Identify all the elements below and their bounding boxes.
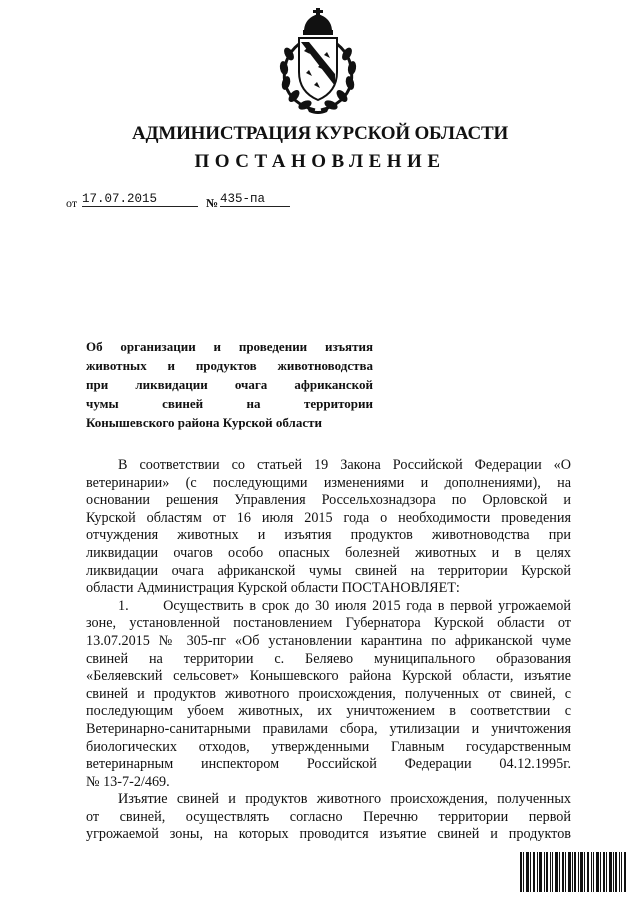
body-line: 1. Осуществить в срок до 30 июля 2015 года в первой угрожаемой <box>118 597 571 614</box>
subject-line: животных и продуктов животноводства <box>86 358 373 373</box>
body-line: свиней на территории с. Беляево муниципального образования <box>86 650 571 667</box>
document-meta <box>66 192 366 212</box>
body-line: последующим убоем животных, их уничтожением в соответствии с <box>86 703 571 720</box>
body-line: 13.07.2015 № 305-пг «Об установлении карантина по африканской чуме <box>86 632 571 649</box>
document-subject <box>86 337 373 432</box>
item-1-paragraph <box>86 598 571 792</box>
body-line: зоне, установленной постановлением Губернатора Курской области от <box>86 615 571 632</box>
body-line: ветеринарным инспектором Российской Федерации 04.12.1995г. <box>86 756 571 773</box>
coat-of-arms-emblem <box>277 8 359 114</box>
body-line: области Администрация Курской области ПОСТАНОВЛЯЕТ: <box>86 580 460 597</box>
body-line: основании решения Управления Россельхознадзора по Орловской и <box>86 492 571 509</box>
subject-line: при ликвидации очага африканской <box>86 377 373 392</box>
organization-name: АДМИНИСТРАЦИЯ КУРСКОЙ ОБЛАСТИ <box>131 123 509 144</box>
document-number: 435-па <box>220 192 290 207</box>
barcode <box>520 852 626 892</box>
body-line: В соответствии со статьей 19 Закона Российской Федерации «О <box>118 457 571 473</box>
subject-line: чумы свиней на территории <box>86 396 373 411</box>
body-line: ликвидации очага африканской чумы свиней на территории Курской <box>86 562 571 579</box>
document-date: 17.07.2015 <box>82 192 198 207</box>
body-line: от свиней, осуществлять согласно Перечню территории первой <box>86 808 571 825</box>
body-line: Курской областям от 16 июля 2015 года о необходимости проведения <box>86 509 571 526</box>
body-line: Ветеринарно-санитарными правилами сбора, утилизации и уничтожения <box>86 720 571 737</box>
body-line: угрожаемой зоны, на которых проводится изъятие свиней и продуктов <box>86 826 571 843</box>
preamble-paragraph <box>86 457 571 598</box>
document-type-title: ПОСТАНОВЛЕНИЕ <box>194 151 446 172</box>
number-label: № <box>206 196 219 210</box>
body-line: ликвидации очагов особо опасных болезней животных и в целях <box>86 544 571 561</box>
subject-line: Об организации и проведении изъятия <box>86 339 373 354</box>
body-line: свиней и продуктов животного происхождения, полученных от свиней, с <box>86 685 571 702</box>
subject-line: Конышевского района Курской области <box>86 415 322 430</box>
body-line: биологических отходов, утвержденными Главным государственным <box>86 738 571 755</box>
body-line: отчуждения животных и изъятия продуктов животноводства при <box>86 527 571 544</box>
body-line: «Беляевский сельсовет» Конышевского района Курской области, изъятие <box>86 668 571 685</box>
document-body <box>86 457 571 844</box>
body-line: № 13-7-2/469. <box>86 773 170 790</box>
date-label: от <box>66 196 78 210</box>
body-line: ветеринарии» (с последующими изменениями и дополнениями), на <box>86 474 571 491</box>
body-line: Изъятие свиней и продуктов животного происхождения, полученных <box>118 791 571 808</box>
paragraph-2 <box>86 791 571 844</box>
